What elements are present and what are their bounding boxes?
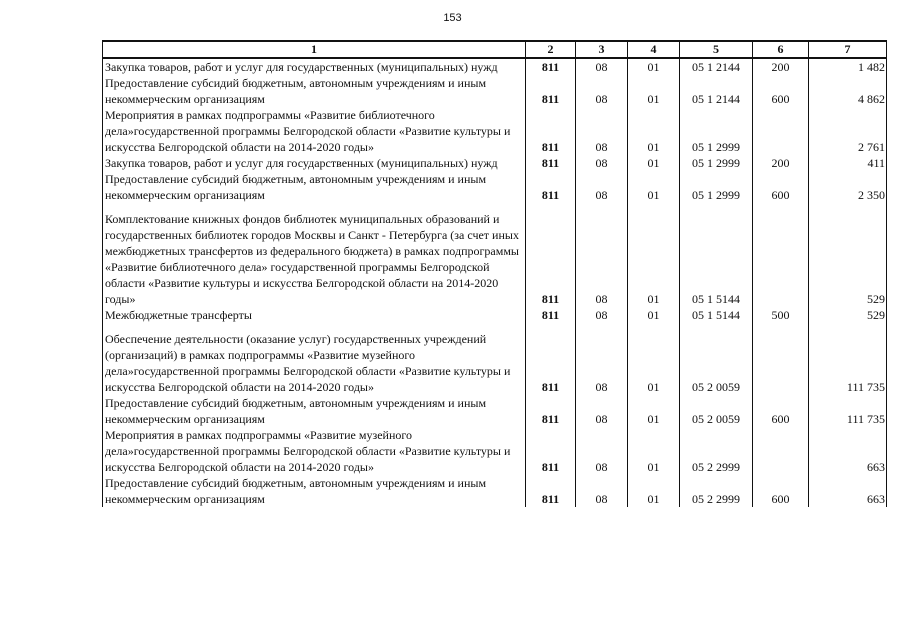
row-section: 08 [576, 307, 628, 323]
row-type: 200 [753, 58, 809, 75]
header-col-7: 7 [809, 41, 887, 58]
row-section: 08 [576, 331, 628, 395]
row-description: Мероприятия в рамках подпрограммы «Развитие музейного дела»государственной программы Белгородской области «Развитие культуры и искусства Белгородской области на 2014-2020 годы» [103, 427, 526, 475]
header-col-4: 4 [628, 41, 680, 58]
table-row [103, 155, 887, 171]
row-target: 05 1 2144 [680, 75, 753, 107]
row-section: 08 [576, 155, 628, 171]
row-description: Межбюджетные трансферты [103, 307, 526, 323]
table-row [103, 427, 887, 475]
row-type [753, 331, 809, 395]
header-col-2: 2 [526, 41, 576, 58]
row-type: 200 [753, 155, 809, 171]
row-amount: 529 [809, 211, 887, 307]
row-target: 05 2 2999 [680, 475, 753, 507]
row-amount: 1 482 [809, 58, 887, 75]
row-amount: 111 735 [809, 395, 887, 427]
row-subsection: 01 [628, 211, 680, 307]
spacer-row [103, 323, 887, 331]
row-subsection: 01 [628, 107, 680, 155]
row-subsection: 01 [628, 155, 680, 171]
table-row [103, 395, 887, 427]
row-code: 811 [526, 475, 576, 507]
row-code: 811 [526, 58, 576, 75]
table-row [103, 475, 887, 507]
row-section: 08 [576, 395, 628, 427]
row-description: Обеспечение деятельности (оказание услуг) государственных учреждений (организаций) в рамках подпрограммы «Развитие музейного дела»государственной программы Белгородской области «Развитие культуры и искусства Белгородской области на 2014-2020 годы» [103, 331, 526, 395]
row-amount: 529 [809, 307, 887, 323]
row-target: 05 1 5144 [680, 211, 753, 307]
row-target: 05 2 2999 [680, 427, 753, 475]
page-number: 153 [443, 12, 462, 24]
row-target: 05 1 5144 [680, 307, 753, 323]
row-target: 05 1 2999 [680, 171, 753, 203]
row-code: 811 [526, 307, 576, 323]
row-subsection: 01 [628, 331, 680, 395]
row-code: 811 [526, 155, 576, 171]
row-description: Предоставление субсидий бюджетным, автономным учреждениям и иным некоммерческим организациям [103, 75, 526, 107]
row-type: 600 [753, 75, 809, 107]
row-subsection: 01 [628, 58, 680, 75]
row-target: 05 1 2999 [680, 155, 753, 171]
row-code: 811 [526, 107, 576, 155]
row-amount: 111 735 [809, 331, 887, 395]
row-target: 05 1 2144 [680, 58, 753, 75]
row-description: Закупка товаров, работ и услуг для государственных (муниципальных) нужд [103, 155, 526, 171]
row-code: 811 [526, 427, 576, 475]
row-code: 811 [526, 171, 576, 203]
header-col-3: 3 [576, 41, 628, 58]
header-col-1: 1 [103, 41, 526, 58]
row-amount: 663 [809, 427, 887, 475]
row-type: 600 [753, 395, 809, 427]
row-type: 600 [753, 171, 809, 203]
row-section: 08 [576, 475, 628, 507]
row-section: 08 [576, 211, 628, 307]
row-target: 05 2 0059 [680, 395, 753, 427]
row-subsection: 01 [628, 427, 680, 475]
table-row [103, 107, 887, 155]
row-type [753, 427, 809, 475]
row-description: Предоставление субсидий бюджетным, автономным учреждениям и иным некоммерческим организациям [103, 395, 526, 427]
row-code: 811 [526, 211, 576, 307]
row-section: 08 [576, 75, 628, 107]
header-col-6: 6 [753, 41, 809, 58]
row-subsection: 01 [628, 307, 680, 323]
table-row [103, 58, 887, 75]
row-description: Закупка товаров, работ и услуг для государственных (муниципальных) нужд [103, 58, 526, 75]
row-type [753, 211, 809, 307]
row-subsection: 01 [628, 475, 680, 507]
row-amount: 411 [809, 155, 887, 171]
row-description: Предоставление субсидий бюджетным, автономным учреждениям и иным некоммерческим организациям [103, 475, 526, 507]
row-subsection: 01 [628, 395, 680, 427]
row-description: Комплектование книжных фондов библиотек муниципальных образований и государственных библиотек городов Москвы и Санкт - Петербурга (за счет иных межбюджетных трансфертов из федерального бюджета) в рамках подпрограммы «Развитие библиотечного дела» государственной программы Белгородской области «Развитие культуры и искусства Белгородской области на 2014-2020 годы» [103, 211, 526, 307]
table-row [103, 307, 887, 323]
row-code: 811 [526, 331, 576, 395]
row-type [753, 107, 809, 155]
row-section: 08 [576, 58, 628, 75]
row-code: 811 [526, 75, 576, 107]
row-section: 08 [576, 107, 628, 155]
header-col-5: 5 [680, 41, 753, 58]
row-type: 600 [753, 475, 809, 507]
table-row [103, 171, 887, 203]
row-amount: 663 [809, 475, 887, 507]
table-row [103, 211, 887, 307]
header-row [103, 41, 887, 58]
row-target: 05 2 0059 [680, 331, 753, 395]
row-type: 500 [753, 307, 809, 323]
row-subsection: 01 [628, 171, 680, 203]
row-amount: 2 350 [809, 171, 887, 203]
row-section: 08 [576, 171, 628, 203]
table-row [103, 75, 887, 107]
row-description: Предоставление субсидий бюджетным, автономным учреждениям и иным некоммерческим организациям [103, 171, 526, 203]
table-row [103, 331, 887, 395]
row-code: 811 [526, 395, 576, 427]
row-target: 05 1 2999 [680, 107, 753, 155]
spacer-row [103, 203, 887, 211]
row-subsection: 01 [628, 75, 680, 107]
row-section: 08 [576, 427, 628, 475]
row-amount: 2 761 [809, 107, 887, 155]
row-description: Мероприятия в рамках подпрограммы «Развитие библиотечного дела»государственной программы Белгородской области «Развитие культуры и искусства Белгородской области на 2014-2020 годы» [103, 107, 526, 155]
row-amount: 4 862 [809, 75, 887, 107]
budget-table [102, 40, 887, 507]
